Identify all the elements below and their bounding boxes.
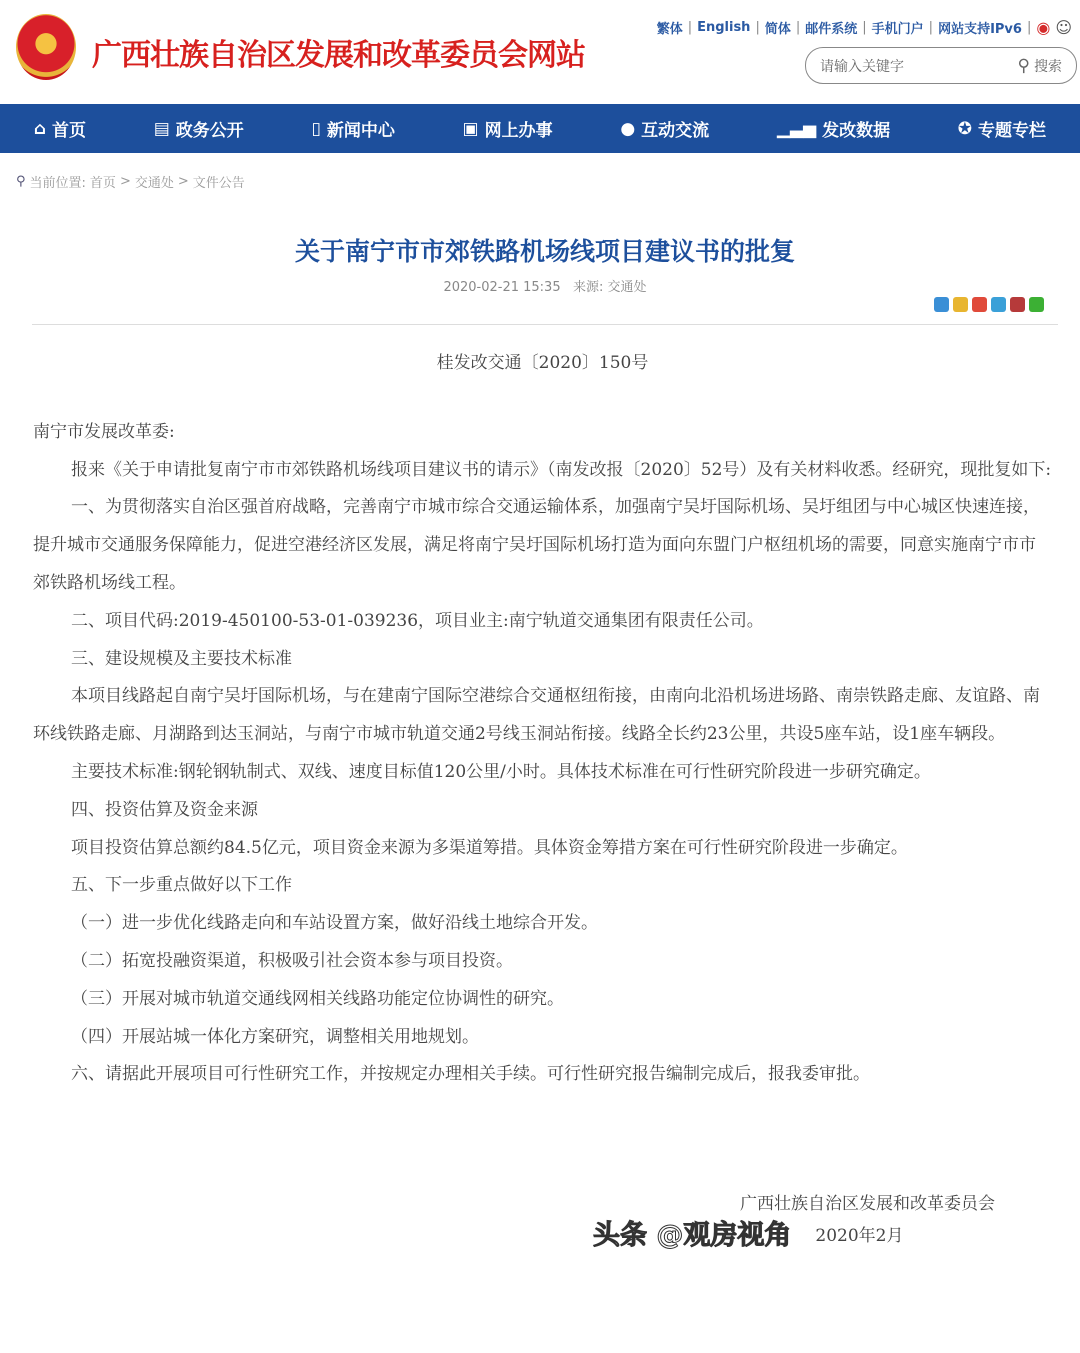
watermark: 头条 @观房视角 [593,1220,792,1252]
site-title[interactable]: 广西壮族自治区发展和改革委员会网站 [92,38,585,73]
paragraph: 一、为贯彻落实自治区强首府战略，完善南宁市城市综合交通运输体系，加强南宁吴圩国际机场、吴圩组团与中心城区快速连接，提升城市交通服务保障能力，促进空港经济区发展，满足将南宁吴圩国际机场打造为面向东盟门户枢纽机场的需要，同意实施南宁市市郊铁路机场线工程。 [33,497,1040,593]
search-icon[interactable]: ⚲ [1017,55,1030,76]
nav-label: 互动交流 [641,121,710,141]
paragraph: 报来《关于申请批复南宁市市郊铁路机场线项目建议书的请示》（南发改报〔2020〕52号）及有关材料收悉。经研究，现批复如下: [71,459,1052,480]
document-number: 桂发改交通〔2020〕150号 [436,353,649,373]
paragraph: （一）进一步优化线路走向和车站设置方案，做好沿线土地综合开发。 [71,913,598,934]
badge-icon: ✪ [957,118,973,139]
share-bar [934,297,1044,312]
sign-date-row [33,1219,1052,1253]
nav-online-services[interactable] [463,116,553,141]
nav-home[interactable] [34,116,86,141]
breadcrumb-label: 当前位置: [29,176,86,191]
article-title: 关于南宁市市郊铁路机场线项目建议书的批复 [294,237,795,266]
link-ipv6[interactable]: 网站支持IPv6 [938,22,1022,37]
nav-topics[interactable] [958,116,1046,141]
share-qzone-icon[interactable] [953,297,968,312]
paragraph: （三）开展对城市轨道交通线网相关线路功能定位协调性的研究。 [71,988,564,1009]
link-mail[interactable]: 邮件系统 [805,22,858,37]
nav-data[interactable] [777,116,890,141]
link-english[interactable]: English [697,20,751,35]
wechat-icon[interactable]: ☺ [1055,18,1072,37]
site-header [0,0,1080,104]
nav-label: 专题专栏 [978,121,1047,141]
share-more-icon[interactable] [934,297,949,312]
paragraph: 本项目线路起自南宁吴圩国际机场，与在建南宁国际空港综合交通枢纽衔接，由南向北沿机场进场路、南崇铁路走廊、友谊路、南环线铁路走廊、月湖路到达玉洞站，与南宁市城市轨道交通2号线玉洞站衔接。线路全长约23公里，共设5座车站，设1座车辆段。 [33,686,1040,745]
location-pin-icon: ⚲ [16,174,26,189]
sign-date: 2020年2月 [815,1226,904,1247]
breadcrumb-home[interactable]: 首页 [89,176,116,191]
breadcrumb-sep: > [119,174,131,189]
document-icon: ▤ [153,118,170,139]
salutation: 南宁市发展改革委: [33,421,175,442]
article-body [33,345,1052,1253]
paragraph: 四、投资估算及资金来源 [71,799,258,820]
home-icon: ⌂ [33,118,47,139]
article-source: 来源: 交通处 [573,280,647,295]
top-links: 繁体 | English | 简体 | 邮件系统 | 手机门户 | 网站支持IPv6 | ◉ ☺ [656,18,1072,37]
breadcrumb-notices[interactable]: 文件公告 [192,176,245,191]
paragraph: 主要技术标准:钢轮钢轨制式、双线、速度目标值120公里/小时。具体技术标准在可行性研究阶段进一步研究确定。 [71,761,931,782]
divider [32,324,1058,325]
nav-label: 发改数据 [822,121,891,141]
search-box[interactable] [805,47,1077,84]
share-renren-icon[interactable] [1010,297,1025,312]
nav-label: 首页 [52,121,87,141]
nav-interaction[interactable] [620,116,709,141]
paragraph: 项目投资估算总额约84.5亿元，项目资金来源为多渠道筹措。具体资金筹措方案在可行性研究阶段进一步确定。 [71,837,908,858]
nav-label: 新闻中心 [326,121,395,141]
paragraph: 五、下一步重点做好以下工作 [71,875,292,896]
signature: 广西壮族自治区发展和改革委员会 [740,1194,995,1215]
chat-icon: ● [620,118,636,139]
national-emblem-logo [16,14,76,80]
paragraph: （二）拓宽投融资渠道，积极吸引社会资本参与项目投资。 [71,950,513,971]
weibo-icon[interactable]: ◉ [1036,18,1051,37]
search-input[interactable]: 请输入关键字 [820,58,904,75]
breadcrumb-transport[interactable]: 交通处 [134,176,174,191]
paragraph: 三、建设规模及主要技术标准 [71,648,292,669]
main-nav [0,104,1080,153]
nav-news[interactable] [311,116,394,141]
paragraph: 六、请据此开展项目可行性研究工作，并按规定办理相关手续。可行性研究报告编制完成后，报我委审批。 [71,1064,870,1085]
share-tencent-icon[interactable] [991,297,1006,312]
briefcase-icon: ▣ [462,118,479,139]
nav-label: 政务公开 [175,121,244,141]
paragraph: 二、项目代码:2019-450100-53-01-039236，项目业主:南宁轨道交通集团有限责任公司。 [71,610,764,631]
breadcrumb-sep: > [177,174,189,189]
link-mobile[interactable]: 手机门户 [871,22,924,37]
link-traditional[interactable]: 繁体 [656,22,683,37]
paragraph: （四）开展站城一体化方案研究，调整相关用地规划。 [71,1026,479,1047]
article-date: 2020-02-21 15:35 [443,280,561,295]
breadcrumb [16,172,245,191]
nav-government-affairs[interactable] [154,116,244,141]
search-button[interactable]: 搜索 [1034,58,1062,75]
link-simplified[interactable]: 简体 [764,22,791,37]
nav-label: 网上办事 [484,121,553,141]
share-wechat-icon[interactable] [1029,297,1044,312]
chart-icon: ▁▃▅ [776,118,817,139]
book-icon: ▯ [311,118,321,139]
article-meta [0,276,1080,295]
share-weibo-icon[interactable] [972,297,987,312]
